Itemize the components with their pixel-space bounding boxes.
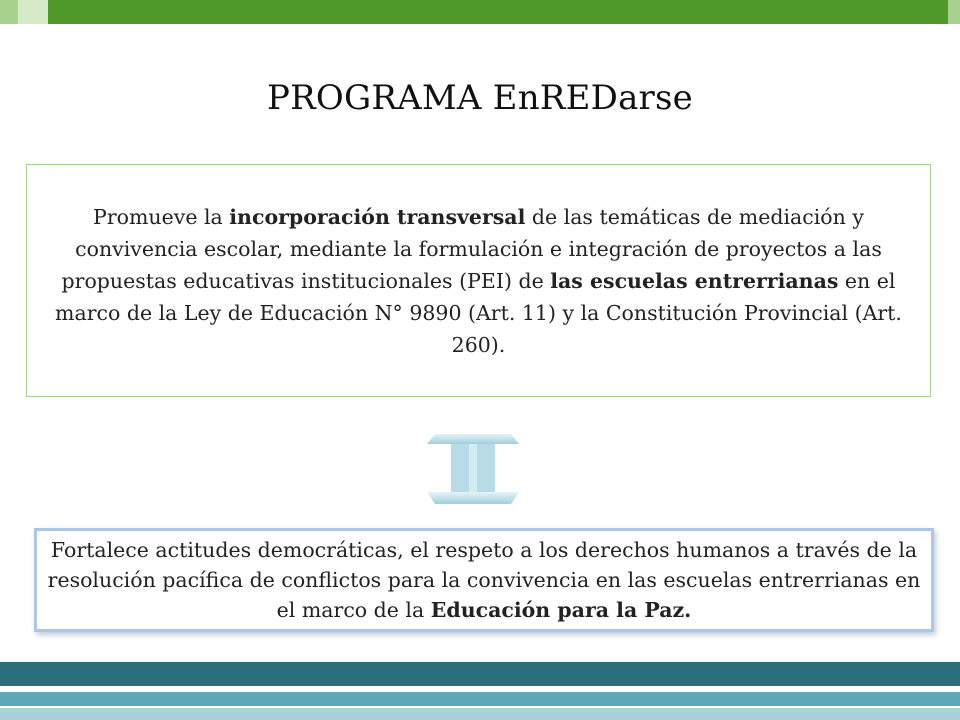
footer-band <box>0 708 960 720</box>
bold-run: las escuelas entrerrianas <box>550 268 839 293</box>
peace-education-box <box>34 528 934 632</box>
text-run: Fortalece actitudes democráticas, el respeto a los derechos humanos a través de la resolución pacífica de conflictos para la convivencia en las escuelas entrerrianas en el marco de la <box>47 538 921 622</box>
slide-title: PROGRAMA EnREDarse <box>267 78 693 118</box>
text-run: de las temáticas de mediación y convivencia escolar, mediante la formulación e integración de proyectos a las propuestas educativas institucionales (PEI) de <box>61 204 882 293</box>
top-accent-bar <box>0 0 960 24</box>
footer-band <box>0 692 960 706</box>
top-bar-segment <box>48 0 948 24</box>
double-arrow-svg <box>425 432 521 506</box>
program-description-box <box>26 164 931 397</box>
double-arrow-icon <box>425 432 521 506</box>
peace-education-text <box>37 535 931 625</box>
top-bar-segment <box>18 0 48 24</box>
top-bar-segment <box>948 0 960 24</box>
text-run: en el marco de la Ley de Educación N° 9890 (Art. 11) y la Constitución Provincial (Art. 260). <box>55 268 902 357</box>
bold-run: Educación para la Paz. <box>430 598 692 622</box>
footer-band <box>0 662 960 686</box>
program-description-text <box>27 201 930 361</box>
top-bar-segment <box>0 0 18 24</box>
text-run: Promueve la <box>93 204 230 229</box>
bold-run: incorporación transversal <box>229 204 526 229</box>
